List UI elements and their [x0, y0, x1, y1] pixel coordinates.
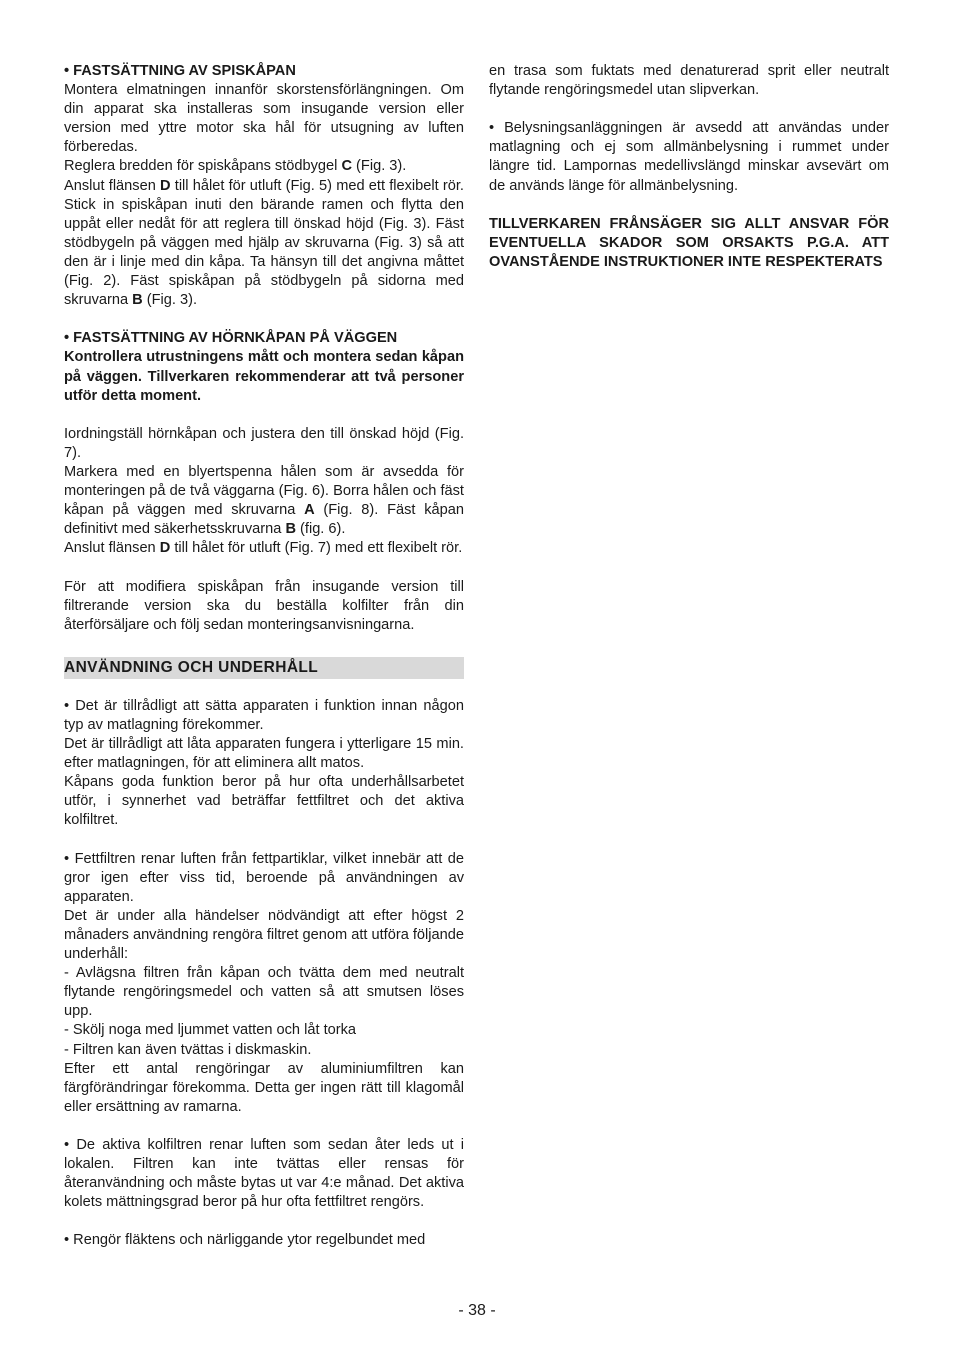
paragraph: • Rengör fläktens och närliggande ytor regelbundet med [64, 1232, 426, 1249]
disclaimer: TILLVERKAREN FRÅNSÄGER SIG ALLT ANSVAR FÖR EVENTUELLA SKADOR SOM ORSAKTS P.G.A. ATT OVANSTÅENDE INSTRUKTIONER INTE RESPEKTERATS [489, 215, 889, 270]
paragraph: - Skölj noga med ljummet vatten och låt torka [64, 1022, 357, 1039]
paragraph: Montera elmatningen innanför skorstensförlängningen. Om din apparat ska installeras som insugande version eller version med yttre motor ska hål för utsugning av luften förberedas. [64, 82, 464, 156]
paragraph: Markera med en blyertspenna hålen som är avsedda för monteringen på de två väggarna (Fig. 6). Borra hålen och fäst kåpan på väggen med skruvarna A (Fig. 8). Fäst kåpan definitivt med säkerhetsskruvarna B (fig. 6). [64, 463, 464, 538]
paragraph: - Avlägsna filtren från kåpan och tvätta dem med neutralt flytande rengöringsmedel och vatten så att smutsen löses upp. [64, 965, 464, 1020]
right-column [489, 62, 889, 272]
paragraph: • Fettfiltren renar luften från fettpartiklar, vilket innebär att de gror igen efter viss tid, beroende på användningen av apparaten. [64, 850, 464, 905]
paragraph: Reglera bredden för spiskåpans stödbygel C (Fig. 3). [64, 158, 407, 175]
paragraph: Efter ett antal rengöringar av aluminiumfiltren kan färgförändringar förekomma. Detta ger ingen rätt till klagomål eller ersättning av ramarna. [64, 1060, 464, 1115]
paragraph: • Det är tillrådligt att sätta apparaten i funktion innan någon typ av matlagning förekommer. [64, 697, 464, 733]
heading-fastsattning-spiskapan: • FASTSÄTTNING AV SPISKÅPAN [64, 63, 296, 79]
paragraph: Det är tillrådligt att låta apparaten fungera i ytterligare 15 min. efter matlagningen, för att eliminera allt matos. [64, 736, 464, 772]
paragraph: Anslut flänsen D till hålet för utluft (Fig. 5) med ett flexibelt rör. Stick in spiskåpan inuti den bärande ramen och flytta den uppåt eller nedåt för att reglera till önskad höjd (Fig. 3). Fäst stödbygeln på väggen med hjälp av skruvarna (Fig. 3) så att den är i linje med din kåpa. Ta hänsyn till det angivna måttet (Fig. 2). Fäst spiskåpan på stödbygeln på sidorna med skruvarna B (Fig. 3). [64, 177, 464, 309]
paragraph: - Filtren kan även tvättas i diskmaskin. [64, 1041, 312, 1058]
paragraph: Iordningställ hörnkåpan och justera den till önskad höjd (Fig. 7). [64, 425, 464, 461]
section-title-anvandning: ANVÄNDNING OCH UNDERHÅLL [64, 657, 464, 679]
page-number: - 38 - [458, 1302, 496, 1319]
paragraph: • Belysningsanläggningen är avsedd att användas under matlagning och ej som allmänbelysning i rummet under längre tid. Lampornas medellivslängd minskar avsevärt om de används länge för allmänbelysning. [489, 120, 889, 194]
paragraph: Anslut flänsen D till hålet för utluft (Fig. 7) med ett flexibelt rör. [64, 540, 463, 557]
heading-fastsattning-hornkapan: • FASTSÄTTNING AV HÖRNKÅPAN PÅ VÄGGEN [64, 330, 398, 347]
paragraph: • De aktiva kolfiltren renar luften som sedan åter leds ut i lokalen. Filtren kan inte tvättas eller rensas för återanvändning och måste bytas ut var 4:e månad. Det aktiva kolets mättningsgrad beror på hur ofta fettfiltret rengörs. [64, 1136, 464, 1211]
paragraph: Kåpans goda funktion beror på hur ofta underhållsarbetet utför, i synnerhet vad beträffar fettfiltret och det aktiva kolfiltret. [64, 774, 464, 829]
paragraph: För att modifiera spiskåpan från insugande version till filtrerande version ska du beställa kolfilter från din återförsäljare och följ sedan monteringsanvisningarna. [64, 578, 464, 633]
paragraph: Det är under alla händelser nödvändigt att efter högst 2 månaders användning rengöra filtret genom att utföra följande underhåll: [64, 907, 464, 963]
warning-paragraph: Kontrollera utrustningens mått och montera sedan kåpan på väggen. Tillverkaren rekommenderar att två personer utför detta moment. [64, 349, 464, 404]
paragraph: en trasa som fuktats med denaturerad sprit eller neutralt flytande rengöringsmedel utan slipverkan. [489, 63, 889, 99]
left-column [64, 62, 464, 1251]
